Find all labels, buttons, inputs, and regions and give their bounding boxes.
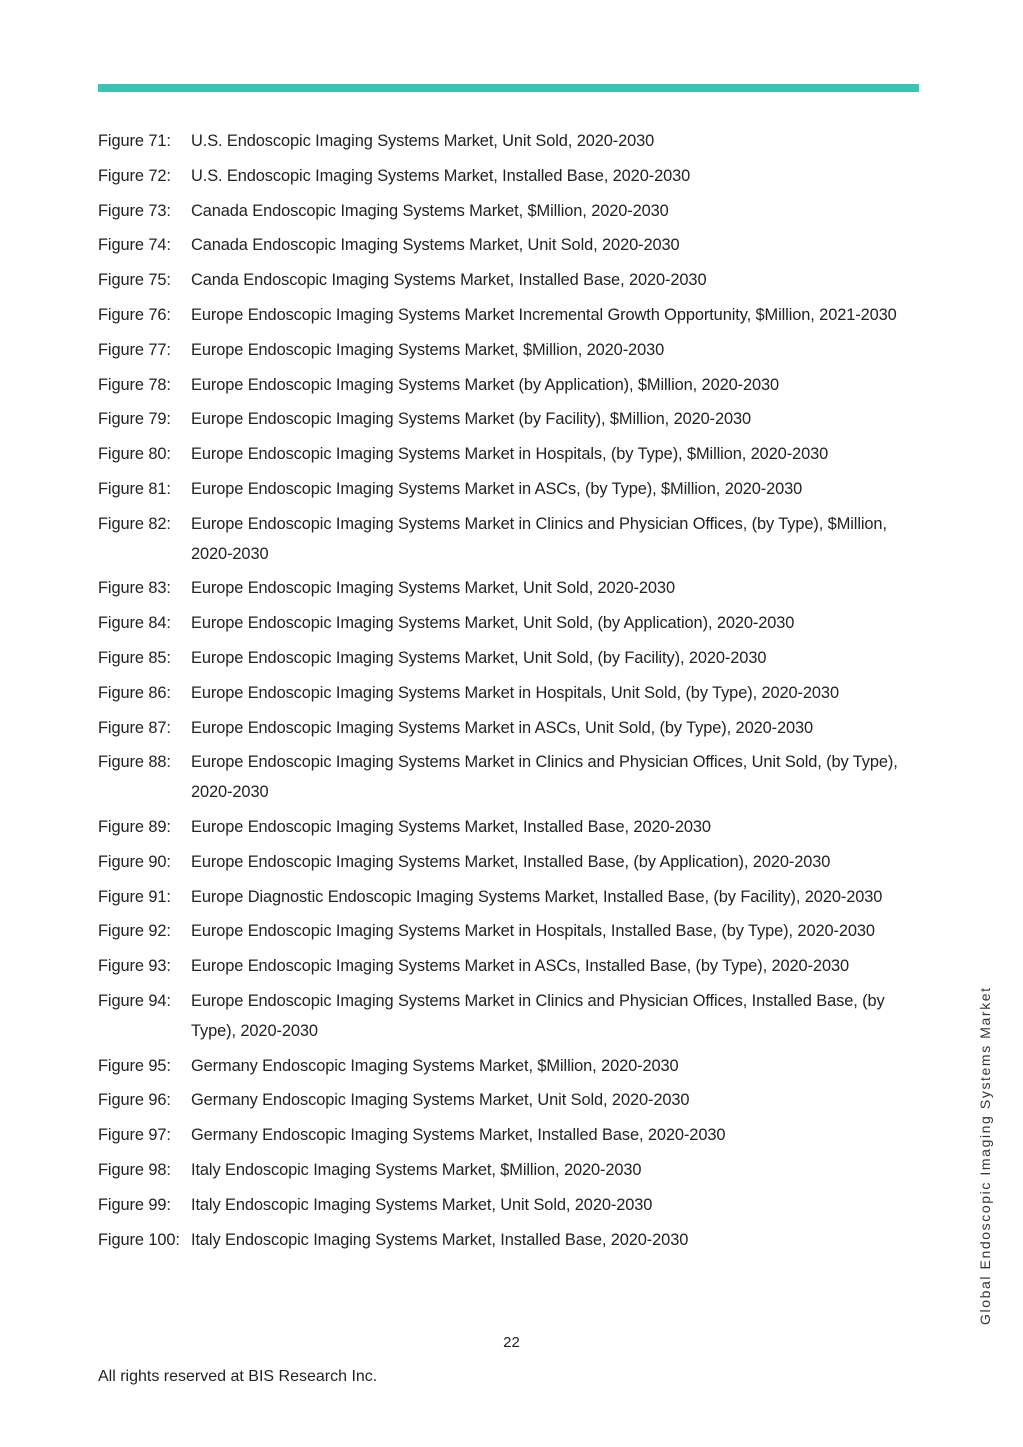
list-item [98,440,928,470]
list-item [98,679,928,709]
figure-title: Europe Endoscopic Imaging Systems Market in Hospitals, (by Type), $Million, 2020-2030 [191,445,829,464]
figure-label: Figure 100: [98,1230,180,1249]
figure-title: Europe Endoscopic Imaging Systems Market, Unit Sold, (by Facility), 2020-2030 [191,648,767,667]
header-accent-rule [98,84,919,92]
side-report-title: Global Endoscopic Imaging Systems Market [977,986,993,1325]
list-item [98,714,928,744]
figure-title: Europe Endoscopic Imaging Systems Market, Unit Sold, 2020-2030 [191,579,675,598]
list-item [98,813,928,843]
list-of-figures [98,127,928,1260]
figure-title: Europe Endoscopic Imaging Systems Market, Installed Base, (by Application), 2020-2030 [191,852,831,871]
figure-title: Germany Endoscopic Imaging Systems Market, Installed Base, 2020-2030 [191,1126,726,1145]
list-item [98,1121,928,1151]
figure-label: Figure 97: [98,1126,171,1145]
figure-label: Figure 96: [98,1091,171,1110]
figure-label: Figure 89: [98,817,171,836]
figure-title: Europe Endoscopic Imaging Systems Market in ASCs, Unit Sold, (by Type), 2020-2030 [191,718,814,737]
list-item [98,301,928,331]
figure-title: Germany Endoscopic Imaging Systems Market, Unit Sold, 2020-2030 [191,1091,690,1110]
page-number: 22 [503,1334,520,1351]
figure-title: Europe Endoscopic Imaging Systems Market in ASCs, (by Type), $Million, 2020-2030 [191,479,803,498]
figure-label: Figure 79: [98,410,171,429]
figure-title: Europe Endoscopic Imaging Systems Market, $Million, 2020-2030 [191,340,665,359]
figure-title: Europe Endoscopic Imaging Systems Market in Clinics and Physician Offices, Unit Sold, (by Type), 2020-2030 [191,753,898,802]
figure-label: Figure 78: [98,375,171,394]
figure-title: Germany Endoscopic Imaging Systems Market, $Million, 2020-2030 [191,1056,679,1075]
figure-title: U.S. Endoscopic Imaging Systems Market, Unit Sold, 2020-2030 [191,132,655,150]
list-item [98,917,928,947]
figure-label: Figure 93: [98,957,171,976]
figure-title: Europe Endoscopic Imaging Systems Market in Hospitals, Installed Base, (by Type), 2020-2030 [191,922,875,941]
figure-title: Europe Endoscopic Imaging Systems Market in Hospitals, Unit Sold, (by Type), 2020-2030 [191,683,839,702]
list-item [98,644,928,674]
figure-label: Figure 72: [98,166,171,185]
list-item [98,1226,928,1256]
figure-label: Figure 90: [98,852,171,871]
figure-label: Figure 73: [98,201,171,220]
list-item [98,609,928,639]
figure-label: Figure 75: [98,271,171,290]
figure-title: Europe Endoscopic Imaging Systems Market in Clinics and Physician Offices, Installed Base, (by Type), 2020-2030 [191,991,885,1040]
figure-title: Canda Endoscopic Imaging Systems Market, Installed Base, 2020-2030 [191,271,707,290]
list-item [98,266,928,296]
list-item [98,952,928,982]
figure-title: Europe Endoscopic Imaging Systems Market (by Application), $Million, 2020-2030 [191,375,780,394]
figure-label: Figure 82: [98,514,171,533]
list-item [98,883,928,913]
list-item [98,1156,928,1186]
figure-title: Italy Endoscopic Imaging Systems Market, $Million, 2020-2030 [191,1160,642,1179]
figure-label: Figure 77: [98,340,171,359]
figure-label: Figure 81: [98,479,171,498]
list-item [98,127,928,157]
figure-title: Europe Endoscopic Imaging Systems Market, Installed Base, 2020-2030 [191,817,711,836]
figure-label: Figure 74: [98,236,171,255]
list-item [98,1191,928,1221]
figure-label: Figure 91: [98,887,171,906]
list-item [98,574,928,604]
figure-label: Figure 85: [98,648,171,667]
figure-label: Figure 83: [98,579,171,598]
figure-label: Figure 80: [98,445,171,464]
figure-label: Figure 92: [98,922,171,941]
figure-title: Europe Endoscopic Imaging Systems Market in Clinics and Physician Offices, (by Type), $Million, 2020-2030 [191,514,887,563]
figure-label: Figure 94: [98,991,171,1010]
figure-title: Europe Endoscopic Imaging Systems Market Incremental Growth Opportunity, $Million, 2021-2030 [191,305,897,324]
figure-title: Italy Endoscopic Imaging Systems Market, Unit Sold, 2020-2030 [191,1195,653,1214]
figure-title: Europe Diagnostic Endoscopic Imaging Systems Market, Installed Base, (by Facility), 2020-2030 [191,887,883,906]
figure-label: Figure 71: [98,132,171,150]
list-item [98,336,928,366]
footer-copyright: All rights reserved at BIS Research Inc. [98,1368,378,1385]
list-item [98,231,928,261]
figure-title: Canada Endoscopic Imaging Systems Market, $Million, 2020-2030 [191,201,669,220]
figure-label: Figure 98: [98,1160,171,1179]
figure-title: Europe Endoscopic Imaging Systems Market (by Facility), $Million, 2020-2030 [191,410,752,429]
list-item [98,475,928,505]
list-item [98,371,928,401]
list-item [98,848,928,878]
list-item [98,197,928,227]
figure-title: Italy Endoscopic Imaging Systems Market, Installed Base, 2020-2030 [191,1230,689,1249]
figure-title: Canada Endoscopic Imaging Systems Market, Unit Sold, 2020-2030 [191,236,680,255]
list-item [98,987,928,1047]
figure-label: Figure 95: [98,1056,171,1075]
list-item [98,748,928,808]
list-item [98,1086,928,1116]
list-item [98,1052,928,1082]
list-item [98,405,928,435]
figure-label: Figure 88: [98,753,171,772]
figure-title: Europe Endoscopic Imaging Systems Market in ASCs, Installed Base, (by Type), 2020-2030 [191,957,849,976]
list-item [98,162,928,192]
figure-label: Figure 99: [98,1195,171,1214]
figure-label: Figure 84: [98,614,171,633]
figure-label: Figure 76: [98,305,171,324]
list-item [98,510,928,570]
figure-label: Figure 86: [98,683,171,702]
figure-title: Europe Endoscopic Imaging Systems Market, Unit Sold, (by Application), 2020-2030 [191,614,795,633]
figure-title: U.S. Endoscopic Imaging Systems Market, Installed Base, 2020-2030 [191,166,691,185]
figure-label: Figure 87: [98,718,171,737]
